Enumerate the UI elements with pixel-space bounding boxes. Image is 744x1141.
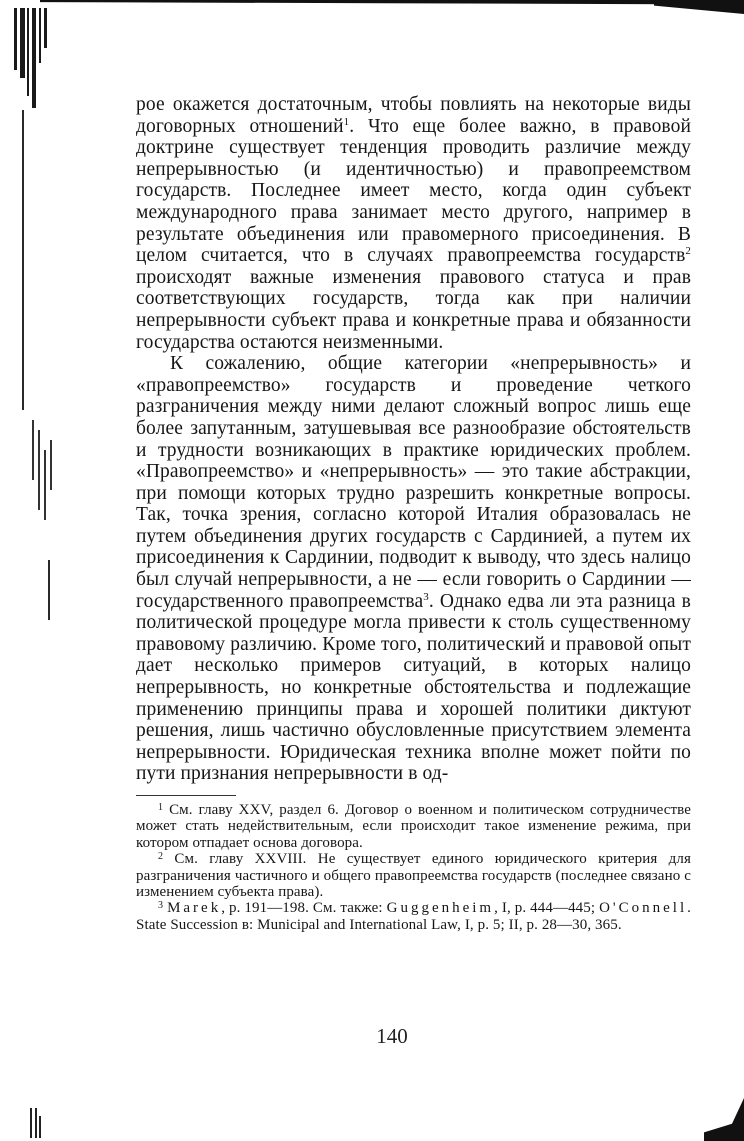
scan-edge-left-top — [10, 8, 52, 108]
page-number: 140 — [376, 1024, 408, 1048]
footnote-2-text: См. главу XXVIII. Не существует единого юридического критерия для разграничения частичного и общего правопреемства государств (последнее связано с изменением субъекта права). — [136, 851, 691, 901]
footnote-1 — [136, 802, 691, 851]
footnotes — [136, 802, 691, 933]
scan-edge-bottom-left — [30, 1108, 44, 1138]
scan-edge-bottom-right — [704, 1098, 744, 1141]
scan-edge-left-line — [22, 110, 24, 410]
paragraph-2 — [136, 353, 691, 785]
paragraph-2-part-b: . Однако едва ли эта разница в политической процедуре могла привести к столь существенному правовому различию. Кроме того, политический и правовой опыт дает несколько примеров ситуаций, в которых налицо непрерывность, но конкретные обстоятельства и подлежащие применению принципы права и хорошей политики диктуют решения, лишь частично обусловленные присутствием элемента непрерывности. Юридическая техника вполне может пойти по пути признания непрерывности в од- — [136, 590, 691, 785]
paragraph-1-part-a: рое окажется достаточным, чтобы повлиять на некоторые виды договорных отношений — [136, 94, 691, 137]
footnote-3-text-1: , p. 191—198. См. также: — [221, 900, 387, 917]
footnote-ref-1: 1 — [343, 115, 350, 128]
paragraph-1-part-c: происходят важные изменения правового статуса и прав соответствующих государств, тогда как при наличии непрерывности субъект права и конкретные права и обязанности государства остаются неизменными. — [136, 266, 691, 353]
scan-edge-left-mid — [30, 420, 60, 530]
footnote-3-text-2: , I, p. 444—445; — [494, 900, 600, 917]
footnote-3-text-3: . State Succession в: Municipal and International Law, I, p. 5; II, p. 28—30, 365. — [136, 900, 691, 933]
scan-edge-top-right — [654, 0, 744, 14]
paragraph-1 — [136, 94, 691, 353]
page-body — [136, 94, 691, 933]
footnote-3 — [136, 900, 691, 933]
scan-edge-left-line-lower — [48, 560, 50, 620]
footnote-3-author-1: Marek — [167, 900, 222, 917]
footnote-ref-3: 3 — [423, 590, 429, 603]
footnote-2-mark: 2 — [158, 851, 164, 863]
footnote-divider — [136, 795, 236, 796]
footnote-1-text: См. главу XXV, раздел 6. Договор о военном и политическом сотрудничестве может стать недействительным, если происходит такое изменение режима, при котором отпадает основа договора. — [136, 802, 692, 851]
footnote-2 — [136, 851, 691, 900]
footnote-1-mark: 1 — [158, 802, 164, 813]
footnote-3-author-3: O'Connell — [599, 900, 688, 917]
footnote-3-author-2: Guggenheim — [386, 900, 495, 917]
paragraph-2-part-a: К сожалению, общие категории «непрерывность» и «правопреемство» государств и проведение четкого разграничения между ними делают сложный вопрос лишь еще более запутанным, затушевывая все разнообразие обстоятельств и трудности возникающих в практике юридических проблем. «Правопреемство» и «непрерывность» — это такие абстракции, при помощи которых трудно разрешить конкретные вопросы. Так, точка зрения, согласно которой Италия образовалась не путем объединения других государств с Сардинией, а путем их присоединения к Сардинии, подводит к выводу, что здесь налицо был случай непрерывности, а не — если говорить о Сардинии — государственного правопреемства — [136, 353, 691, 612]
footnote-ref-2: 2 — [685, 245, 691, 258]
paragraph-1-part-b: . Что еще более важно, в правовой доктрине существует тенденция проводить различие между непрерывностью (и идентичностью) и правопреемством государств. Последнее имеет место, когда один субъект международного права занимает место другого, например в результате объединения или правомерного присоединения. В целом считается, что в случаях правопреемства государств — [136, 115, 691, 267]
footnote-3-mark: 3 — [158, 900, 164, 912]
scan-edge-top — [40, 0, 744, 7]
